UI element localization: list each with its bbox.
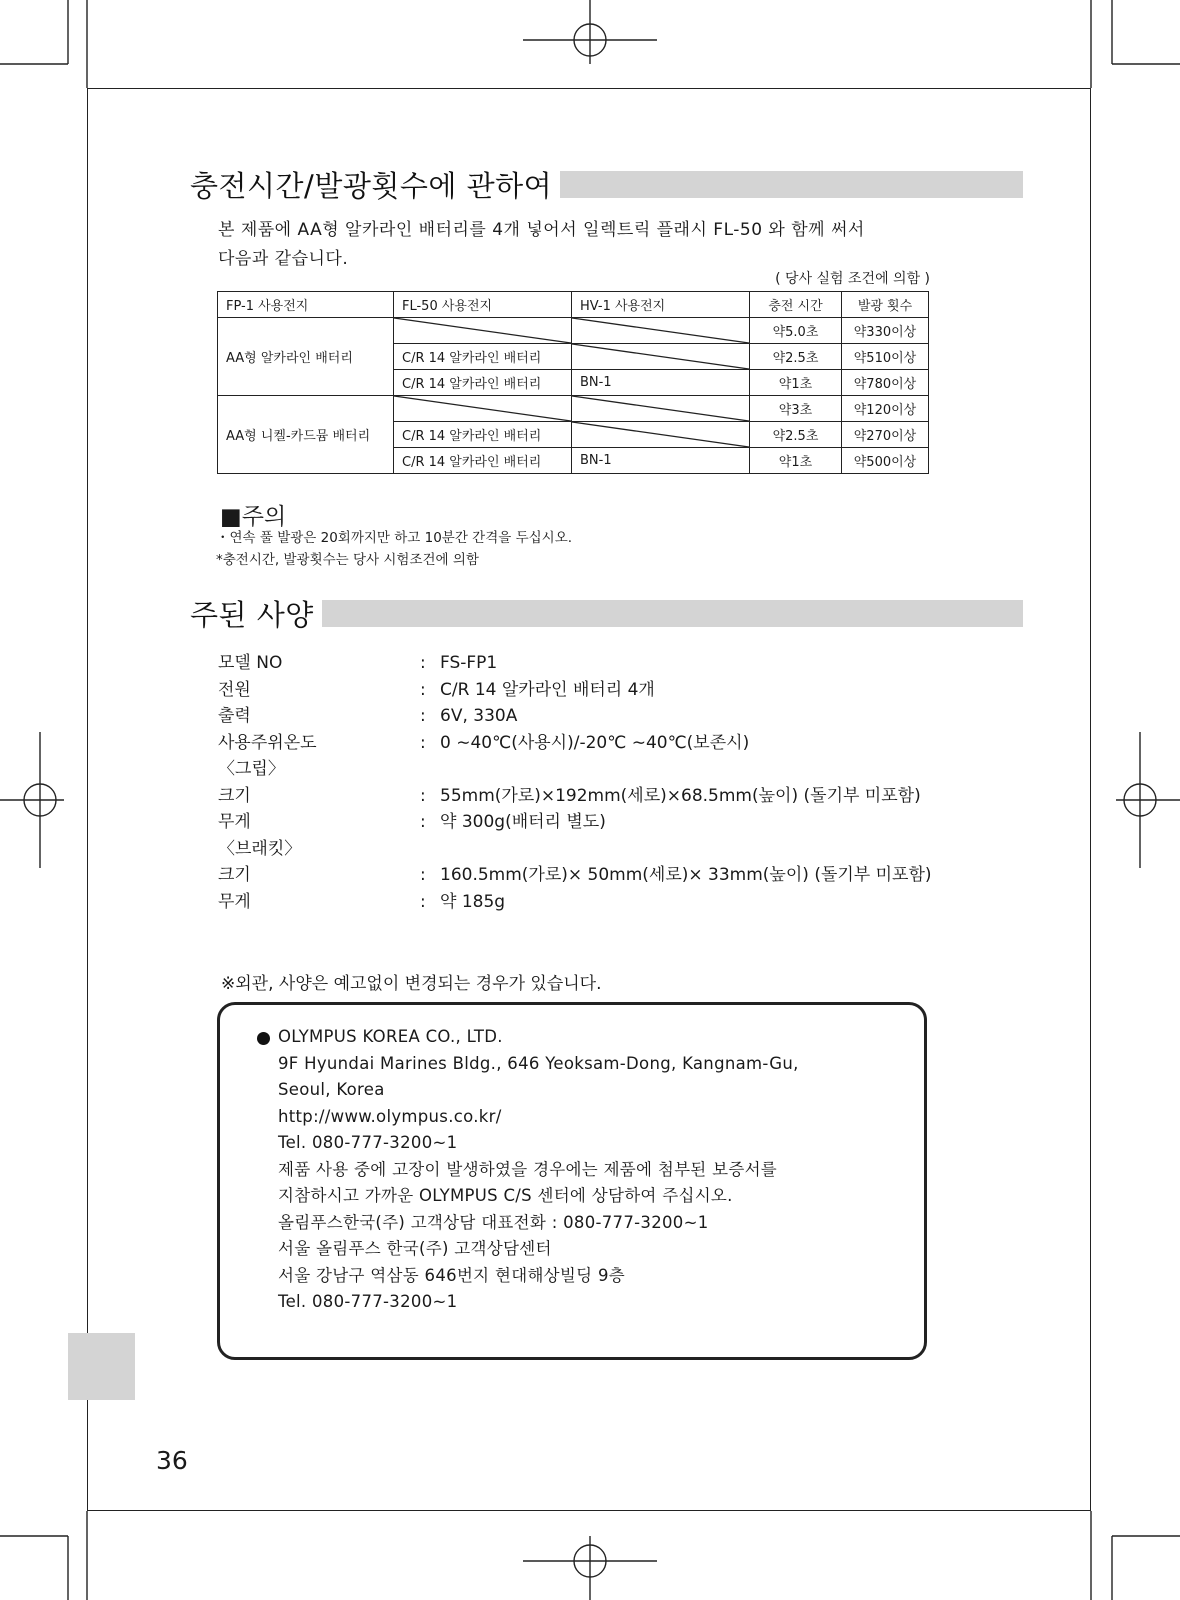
- table-row: [218, 396, 929, 422]
- heading-bar: [560, 171, 1023, 198]
- flash-count-cell: 약270이상: [842, 422, 929, 448]
- spec-label: 출력: [218, 706, 251, 726]
- table-header-row: [218, 292, 929, 318]
- spec-label: 무게: [218, 812, 251, 832]
- empty-cell: [394, 318, 572, 344]
- spec-value: 6V, 330A: [440, 706, 518, 726]
- spec-colon: :: [420, 812, 426, 832]
- website-link[interactable]: http://www.olympus.co.kr/: [278, 1106, 502, 1126]
- service-center-tel: Tel. 080-777-3200∼1: [278, 1292, 458, 1311]
- page-number: 36: [156, 1446, 188, 1475]
- table-row: [218, 318, 929, 344]
- spec-label: 크기: [218, 785, 251, 806]
- fl50-cell: C/R 14 알카라인 배터리: [394, 370, 572, 396]
- intro-paragraph: [218, 216, 978, 274]
- charge-time-cell: 약3초: [750, 396, 842, 422]
- spec-colon: :: [420, 653, 426, 673]
- service-center: 서울 올림푸스 한국(주) 고객상담센터: [278, 1239, 552, 1258]
- spec-value: 약 300g(배터리 별도): [440, 812, 606, 832]
- address-line-2: Seoul, Korea: [278, 1080, 385, 1099]
- spec-label: 사용주위온도: [218, 732, 317, 753]
- notice-line-2: 지참하시고 가까운 OLYMPUS C/S 센터에 상담하여 주십시오.: [278, 1186, 733, 1205]
- spec-value: C/R 14 알카라인 배터리 4개: [440, 679, 655, 700]
- header-charge-time: 충전 시간: [750, 292, 842, 318]
- intro-line-2: 다음과 같습니다.: [218, 249, 349, 269]
- spec-colon: :: [420, 785, 426, 806]
- flash-count-cell: 약330이상: [842, 318, 929, 344]
- spec-label: 크기: [218, 865, 251, 885]
- caution-title: ■주의: [220, 504, 287, 530]
- fl50-cell: C/R 14 알카라인 배터리: [394, 422, 572, 448]
- intro-line-1: 본 제품에 AA형 알카라인 배터리를 4개 넣어서 일렉트릭 플래시 FL-50 와 함께 써서: [218, 220, 865, 240]
- battery-type-cell: AA형 알카라인 배터리: [218, 318, 394, 396]
- company-name: OLYMPUS KOREA CO., LTD.: [278, 1027, 503, 1046]
- fl50-cell: C/R 14 알카라인 배터리: [394, 344, 572, 370]
- spec-value: 160.5mm(가로)× 50mm(세로)× 33mm(높이) (돌기부 미포함): [440, 865, 932, 885]
- empty-cell: [572, 396, 750, 422]
- section-heading-charge: [190, 164, 1023, 204]
- spec-label: 전원: [218, 679, 251, 700]
- spec-colon: :: [420, 679, 426, 700]
- hv1-cell: BN-1: [572, 448, 750, 474]
- hotline: 올림푸스한국(주) 고객상담 대표전화 : 080-777-3200∼1: [278, 1212, 709, 1232]
- caution-line-1: ・연속 풀 발광은 20회까지만 하고 10분간 간격을 두십시오.: [216, 530, 573, 546]
- battery-type-cell: AA형 니켈-카드뮴 배터리: [218, 396, 394, 474]
- address-line-1: 9F Hyundai Marines Bldg., 646 Yeoksam-Dong, Kangnam-Gu,: [278, 1053, 799, 1073]
- notice-line-1: 제품 사용 중에 고장이 발생하였을 경우에는 제품에 첨부된 보증서를: [278, 1159, 778, 1179]
- battery-table: [217, 291, 929, 474]
- spec-colon: :: [420, 891, 426, 912]
- charge-time-cell: 약2.5초: [750, 344, 842, 370]
- spec-value: FS-FP1: [440, 653, 498, 673]
- bullet-dot-icon: [257, 1032, 270, 1045]
- charge-time-cell: 약1초: [750, 370, 842, 396]
- caution-line-2: *충전시간, 발광횟수는 당사 시험조건에 의함: [216, 552, 479, 568]
- header-flash-count: 발광 횟수: [842, 292, 929, 318]
- empty-cell: [572, 422, 750, 448]
- charge-time-cell: 약5.0초: [750, 318, 842, 344]
- caution-notes: [216, 527, 572, 571]
- heading-bar: [322, 600, 1023, 627]
- spec-label: 모델 NO: [218, 653, 283, 673]
- header-fl50: FL-50 사용전지: [394, 292, 572, 318]
- empty-cell: [394, 396, 572, 422]
- contact-info: [278, 1024, 799, 1316]
- hv1-cell: BN-1: [572, 370, 750, 396]
- spec-colon: :: [420, 865, 426, 885]
- spec-group-title: 〈그립〉: [218, 759, 285, 779]
- spec-value: 약 185g: [440, 891, 506, 912]
- charge-time-cell: 약1초: [750, 448, 842, 474]
- spec-value: 0 ∼40℃(사용시)/-20℃ ∼40℃(보존시): [440, 732, 750, 753]
- header-fp1: FP-1 사용전지: [218, 292, 394, 318]
- flash-count-cell: 약510이상: [842, 344, 929, 370]
- service-center-address: 서울 강남구 역삼동 646번지 현대해상빌딩 9층: [278, 1265, 625, 1285]
- flash-count-cell: 약780이상: [842, 370, 929, 396]
- tel-line: Tel. 080-777-3200∼1: [278, 1133, 458, 1152]
- spec-label: 무게: [218, 891, 251, 912]
- section-title-specs: 주된 사양: [190, 597, 314, 632]
- spec-value: 55mm(가로)×192mm(세로)×68.5mm(높이) (돌기부 미포함): [440, 785, 921, 806]
- fl50-cell: C/R 14 알카라인 배터리: [394, 448, 572, 474]
- section-heading-specs: [190, 593, 1023, 633]
- spec-colon: :: [420, 706, 426, 726]
- disclaimer: ※외관, 사양은 예고없이 변경되는 경우가 있습니다.: [221, 974, 602, 994]
- page-edge-tab: [68, 1333, 135, 1400]
- empty-cell: [572, 344, 750, 370]
- test-condition-note: ( 당사 실험 조건에 의함 ): [775, 271, 930, 287]
- spec-colon: :: [420, 732, 426, 753]
- flash-count-cell: 약120이상: [842, 396, 929, 422]
- empty-cell: [572, 318, 750, 344]
- flash-count-cell: 약500이상: [842, 448, 929, 474]
- charge-time-cell: 약2.5초: [750, 422, 842, 448]
- header-hv1: HV-1 사용전지: [572, 292, 750, 318]
- section-title-charge: 충전시간/발광횟수에 관하여: [190, 168, 553, 203]
- spec-group-title: 〈브래킷〉: [218, 838, 302, 859]
